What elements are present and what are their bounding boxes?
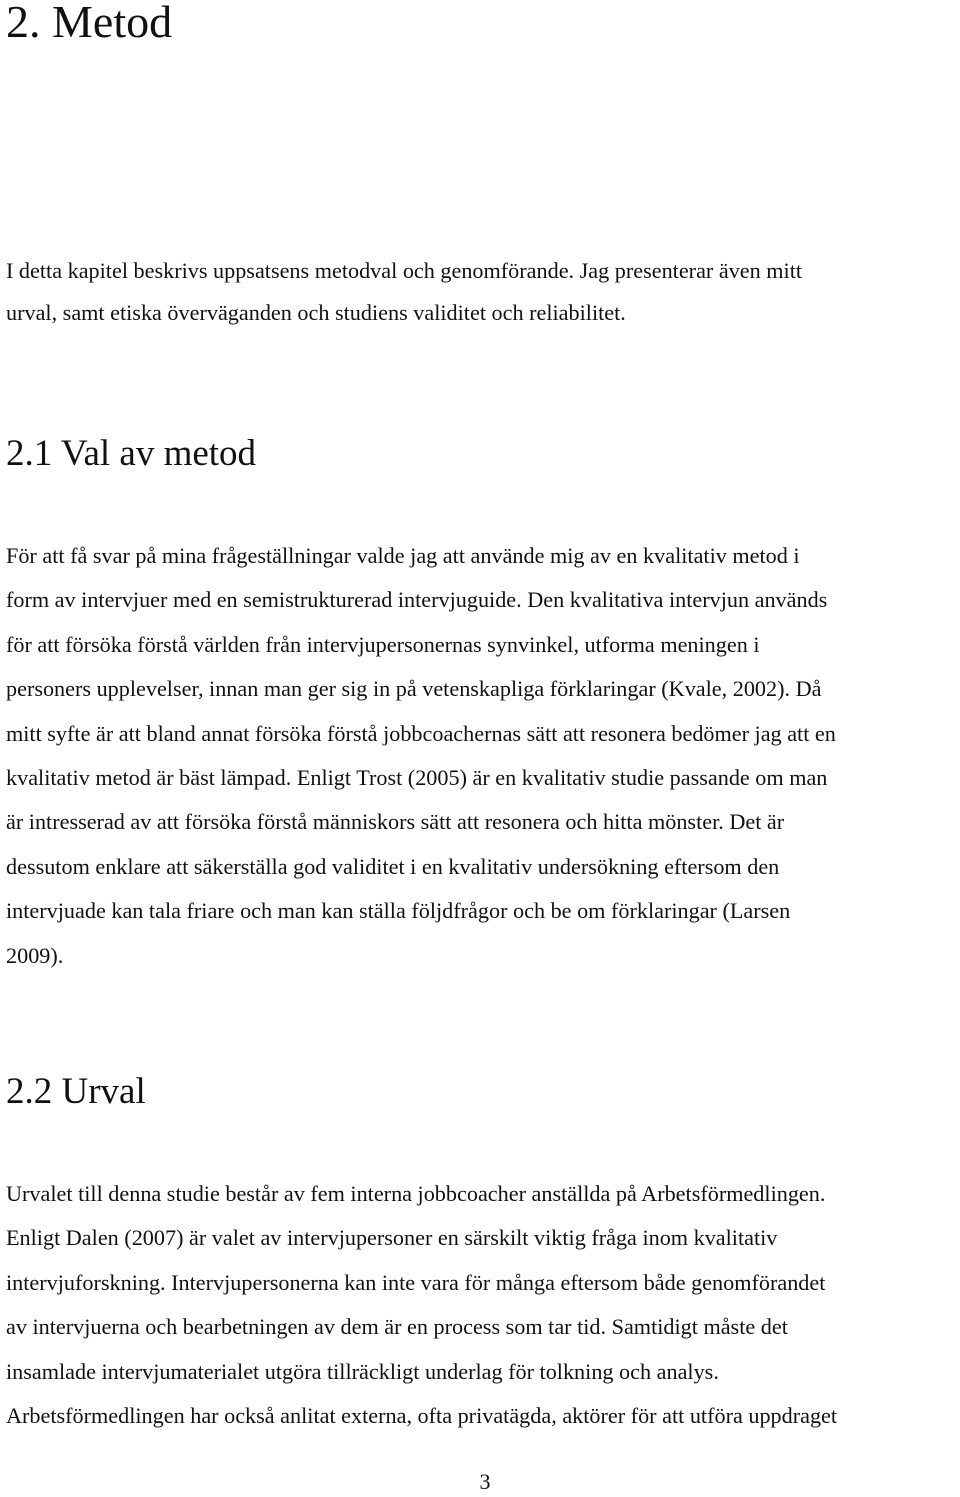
text-line: mitt syfte är att bland annat försöka förstå jobbcoachernas sätt att resonera bedömer jag att en [6, 720, 836, 746]
text-line: intervjuade kan tala friare och man kan ställa följdfrågor och be om förklaringar (Larsen [6, 898, 791, 924]
text-line: för att försöka förstå världen från intervjupersonernas synvinkel, utforma meningen i [6, 631, 760, 657]
text-line: är intresserad av att försöka förstå människors sätt att resonera och hitta mönster. Det är [6, 809, 785, 835]
text-line: intervjuforskning. Intervjupersonerna kan inte vara för många eftersom både genomförandet [6, 1269, 826, 1295]
text-line: I detta kapitel beskrivs uppsatsens metodval och genomförande. Jag presenterar även mitt [6, 258, 803, 283]
section-heading-urval: 2.2 Urval [6, 1071, 146, 1112]
text-line: form av intervjuer med en semistrukturerad intervjuguide. Den kvalitativa intervjun används [6, 587, 828, 613]
text-line: 2009). [6, 942, 64, 968]
text-line: personers upplevelser, innan man ger sig in på vetenskapliga förklaringar (Kvale, 2002). Då [6, 676, 822, 702]
text-line: av intervjuerna och bearbetningen av dem är en process som tar tid. Samtidigt måste det [6, 1314, 788, 1340]
text-line: dessutom enklare att säkerställa god validitet i en kvalitativ undersökning eftersom den [6, 853, 780, 879]
page-number: 3 [479, 1469, 491, 1494]
selection-paragraph [6, 1172, 837, 1438]
text-line: kvalitativ metod är bäst lämpad. Enligt Trost (2005) är en kvalitativ studie passande om man [6, 765, 828, 791]
text-line: Arbetsförmedlingen har också anlitat externa, ofta privatägda, aktörer för att utföra uppdraget [6, 1403, 838, 1429]
text-line: Urvalet till denna studie består av fem interna jobbcoacher anställda på Arbetsförmedlingen. [6, 1181, 826, 1206]
text-line: insamlade intervjumaterialet utgöra tillräckligt underlag för tolkning och analys. [6, 1358, 719, 1384]
text-line: För att få svar på mina frågeställningar valde jag att använde mig av en kvalitativ metod i [6, 543, 800, 568]
section-heading-val-av-metod: 2.1 Val av metod [6, 433, 257, 474]
text-line: Enligt Dalen (2007) är valet av intervjupersoner en särskilt viktig fråga inom kvalitativ [6, 1225, 778, 1251]
intro-paragraph [6, 250, 802, 334]
method-paragraph [6, 534, 836, 978]
chapter-title: 2. Metod [6, 0, 173, 47]
text-line: urval, samt etiska överväganden och studiens validitet och reliabilitet. [6, 300, 626, 325]
